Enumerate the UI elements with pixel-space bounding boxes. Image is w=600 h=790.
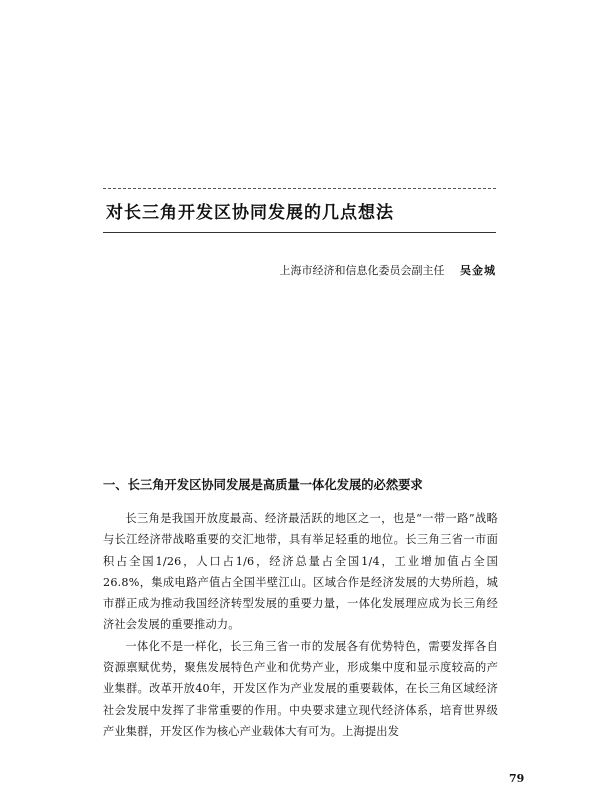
article-title: 对长三角开发区协同发展的几点想法: [106, 203, 394, 223]
body-text: [103, 508, 498, 742]
author-name: 吴金城: [460, 264, 496, 277]
author-affiliation: 上海市经济和信息化委员会副主任: [279, 264, 445, 277]
author-line: [280, 262, 497, 278]
paragraph: 一体化不是一样化，长三角三省一市的发展各有优势特色，需要发挥各自资源禀赋优势，聚焦发展特色产业和优势产业，形成集中度和显示度较高的产业集群。改革开放40年，开发区作为产业发展的重要载体，在长三角区域经济社会发展中发挥了非常重要的作用。中央要求建立现代经济体系，培育世界级产业集群，开发区作为核心产业载体大有可为。上海提出发: [103, 639, 498, 738]
title-top-rule: [103, 188, 496, 189]
section-heading: 一、长三角开发区协同发展是高质量一体化发展的必然要求: [103, 478, 423, 492]
page-number: 79: [509, 772, 525, 785]
title-bottom-rule: [103, 232, 496, 233]
paragraph: 长三角是我国开放度最高、经济最活跃的地区之一，也是“一带一路”战略与长江经济带战略重要的交汇地带，具有举足轻重的地位。长三角三省一市面积占全国1/26，人口占1/6，经济总量占全国1/4，工业增加值占全国26.8%，集成电路产值占全国半壁江山。区域合作是经济发展的大势所趋，城市群正成为推动我国经济转型发展的重要力量，一体化发展理应成为长三角经济社会发展的重要推动力。: [103, 512, 498, 632]
